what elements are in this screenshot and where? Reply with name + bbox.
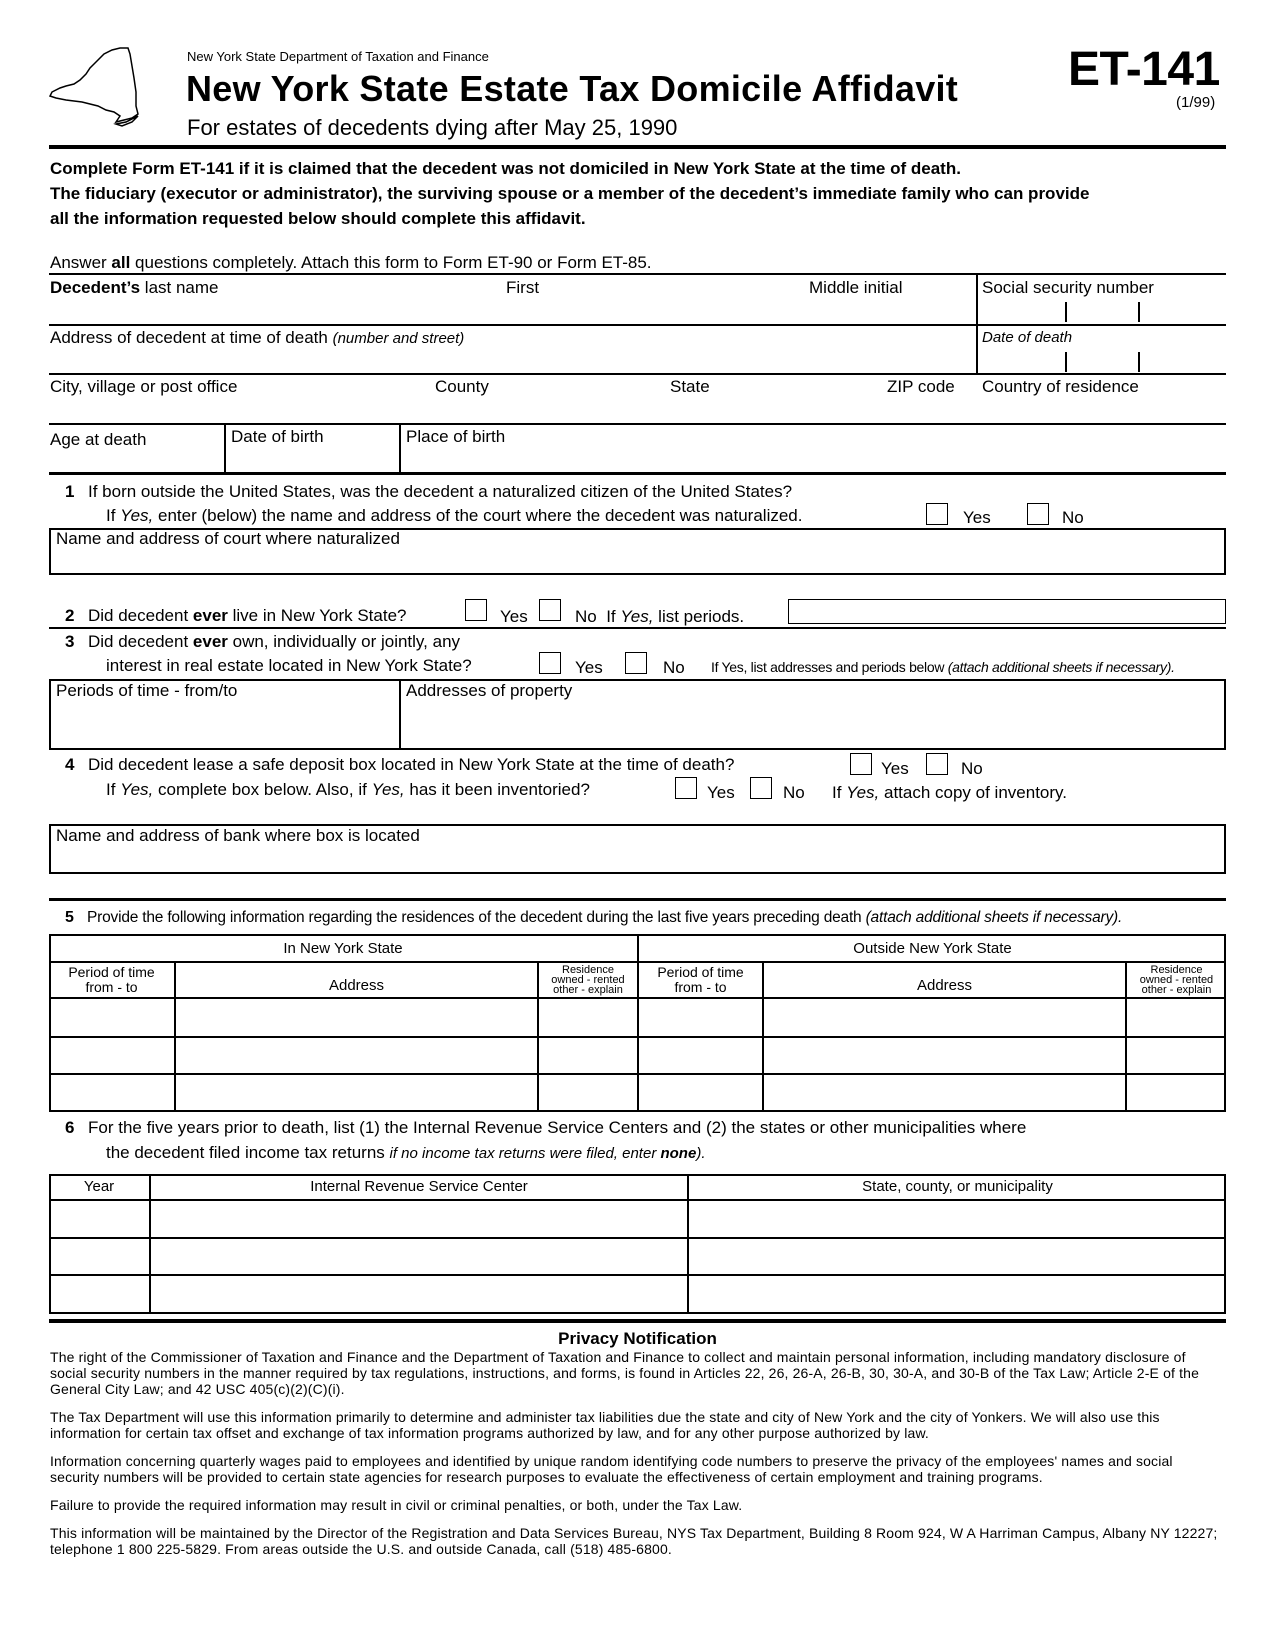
first-name-label[interactable]: First [506,278,540,297]
q5-in-period-header: Period of time from - to [68,964,155,995]
q3-text-line-2: interest in real estate located in New York State? [106,656,472,675]
middle-initial-label[interactable]: Middle initial [809,278,903,297]
q5-in-address-header: Address [328,977,385,994]
q2-no-checkbox[interactable] [539,599,561,621]
q4-yes-checkbox[interactable] [850,753,872,775]
privacy-paragraph-3: Information concerning quarterly wages paid to employees and identified by unique random identifying code numbers to preserve the privacy of the employees' names and social security numbers will be provided to certain state agencies for research purposes to evaluate the effectiveness of certain employment and training programs. [50,1453,1173,1485]
q4-inventory-no-label: No [783,783,805,802]
city-label[interactable]: City, village or post office [50,377,238,396]
q6-year-header: Year [83,1178,115,1195]
q1-no-label: No [1062,508,1084,527]
date-of-death-label[interactable]: Date of death [982,329,1073,346]
q4-no-checkbox[interactable] [926,753,948,775]
q5-out-period-header: Period of time from - to [657,964,744,995]
q3-note: If Yes, list addresses and periods below (attach additional sheets if necessary). [711,659,1175,675]
q4-yes-label: Yes [881,759,909,778]
q1-subtext: If Yes, enter (below) the name and address of the court where the decedent was naturalized. [106,506,803,525]
q5-outside-ny-header: Outside New York State [853,940,1012,957]
q6-tax-returns-table [49,1174,1226,1314]
q6-irs-header: Internal Revenue Service Center [310,1178,528,1195]
q2-yes-checkbox[interactable] [465,599,487,621]
form-title: New York State Estate Tax Domicile Affidavit [186,68,959,109]
q4-bank-label: Name and address of bank where box is located [56,826,420,845]
q2-yes-label: Yes [500,607,528,626]
q2-list-periods: No If Yes, list periods. [575,607,745,626]
privacy-paragraph-5: This information will be maintained by the Director of the Registration and Data Services Bureau, NYS Tax Department, Building 8 Room 924, W A Harriman Campus, Albany NY 12227; telephone 1 800 225-5829. From areas outside the U.S. and outside Canada, call (518) 485-6800. [50,1525,1218,1557]
header-divider [49,145,1226,149]
q1-text: If born outside the United States, was the decedent a naturalized citizen of the United States? [88,482,793,501]
q1-yes-checkbox[interactable] [926,503,948,525]
q3-no-label: No [663,658,685,677]
ssn-label[interactable]: Social security number [982,278,1154,297]
form-subtitle: For estates of decedents dying after May 25, 1990 [187,115,678,140]
q1-yes-label: Yes [963,508,991,527]
form-revision: (1/99) [1176,94,1216,111]
q2-number: 2 [65,606,75,625]
country-label[interactable]: Country of residence [982,377,1139,396]
q5-number: 5 [65,909,74,926]
q6-state-header: State, county, or municipality [862,1178,1053,1195]
privacy-paragraph-1: The right of the Commissioner of Taxation and Finance and the Department of Taxation and Finance to collect and maintain personal information, including mandatory disclosure of social security numbers in the manner required by tax regulations, instructions, and forms, is found in Articles 22, 26, 26-A, 26-B, 30, 30-A, and 30-B of the Tax Law; Article 2-E of the General City Law; and 42 USC 405(c)(2)(C)(i). [50,1349,1199,1397]
q3-text: Did decedent ever own, individually or jointly, any [88,632,461,651]
county-label[interactable]: County [435,377,489,396]
q2-periods-field[interactable] [788,599,1226,624]
q4-text: Did decedent lease a safe deposit box located in New York State at the time of death? [88,755,735,774]
intro-line-2: The fiduciary (executor or administrator), the surviving spouse or a member of the decedent’s immediate family who can provide [50,184,1090,203]
q4-subtext: If Yes, complete box below. Also, if Yes, has it been inventoried? [106,780,590,799]
intro-line-1: Complete Form ET-141 if it is claimed that the decedent was not domiciled in New York State at the time of death. [50,159,961,178]
q6-text-line-2: the decedent filed income tax returns if no income tax returns were filed, enter none). [106,1143,706,1162]
privacy-paragraph-4: Failure to provide the required information may result in civil or criminal penalties, or both, under the Tax Law. [50,1497,743,1513]
state-label[interactable]: State [670,377,710,396]
q5-out-address-header: Address [916,977,973,994]
q5-text: Provide the following information regarding the residences of the decedent during the last five years preceding death (attach additional sheets if necessary). [87,909,1123,926]
q1-court-label: Name and address of court where naturalized [56,529,400,548]
q4-inventory-no-checkbox[interactable] [750,777,772,799]
privacy-paragraph-2: The Tax Department will use this information primarily to determine and administer tax liabilities due the state and city of New York and the city of Yonkers. We will also use this information for certain tax offset and exchange of tax information programs authorized by law, and for any other purpose authorized by law. [50,1409,1160,1441]
q3-yes-checkbox[interactable] [539,652,561,674]
new-york-state-outline-icon [46,44,144,128]
q6-text-line-1: For the five years prior to death, list (1) the Internal Revenue Service Centers and (2) the states or other municipalities where [88,1118,1027,1137]
q5-in-ny-header: In New York State [283,940,403,957]
age-label[interactable]: Age at death [50,430,147,449]
form-number: ET-141 [1068,43,1220,96]
q3-addresses-label[interactable]: Addresses of property [406,681,573,700]
q1-number: 1 [65,482,75,501]
intro-line-3: all the information requested below should complete this affidavit. [50,209,586,228]
q6-number: 6 [65,1118,75,1137]
department-name: New York State Department of Taxation and Finance [187,49,489,64]
q4-inventory-yes-checkbox[interactable] [675,777,697,799]
address-label[interactable]: Address of decedent at time of death (number and street) [50,328,465,347]
q4-no-label: No [961,759,983,778]
answer-instruction: Answer all questions completely. Attach this form to Form ET-90 or Form ET-85. [50,253,652,272]
zip-label[interactable]: ZIP code [887,377,955,396]
q4-attach-inventory: If Yes, attach copy of inventory. [832,783,1067,802]
q3-yes-label: Yes [575,658,603,677]
last-name-label[interactable]: Decedent’s last name [50,278,219,297]
q3-number: 3 [65,632,75,651]
privacy-text [50,1349,1225,1569]
pob-label[interactable]: Place of birth [406,427,506,446]
q2-text: Did decedent ever live in New York State? [88,606,407,625]
q4-number: 4 [65,755,75,774]
q5-in-residence-header: Residence owned - rented other - explain [551,964,625,996]
dob-label[interactable]: Date of birth [231,427,324,446]
privacy-title: Privacy Notification [558,1329,717,1348]
q3-no-checkbox[interactable] [625,652,647,674]
q3-periods-label[interactable]: Periods of time - from/to [56,681,238,700]
q4-inventory-yes-label: Yes [707,783,735,802]
q1-no-checkbox[interactable] [1027,503,1049,525]
q5-out-residence-header: Residence owned - rented other - explain [1139,964,1214,996]
